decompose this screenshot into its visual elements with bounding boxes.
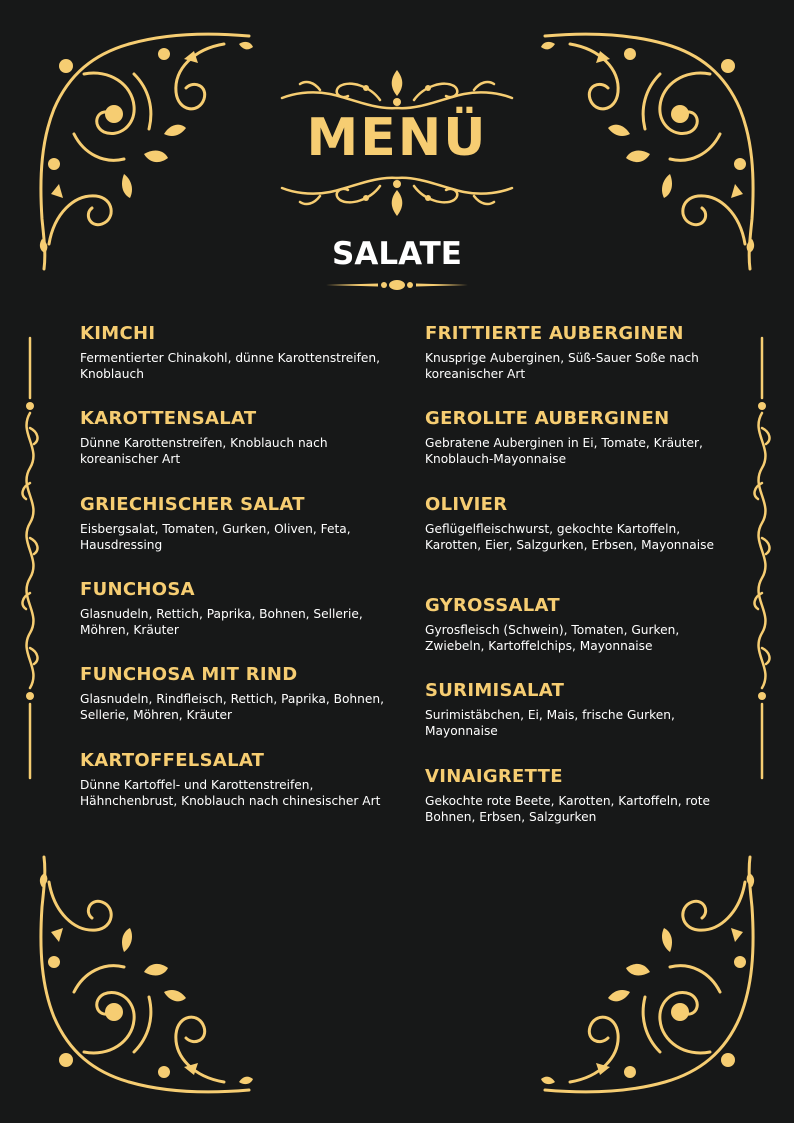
section-divider bbox=[326, 278, 468, 292]
menu-item-name: GRIECHISCHER SALAT bbox=[80, 494, 305, 515]
menu-item-description: Dünne Kartoffel- und Karottenstreifen, Hähnchenbrust, Knoblauch nach chinesischer Art bbox=[80, 778, 381, 808]
menu-item bbox=[425, 407, 735, 467]
menu-item-description: Gyrosfleisch (Schwein), Tomaten, Gurken, Zwiebeln, Kartoffelchips, Mayonnaise bbox=[425, 623, 680, 653]
menu-item-description: Knusprige Auberginen, Süß-Sauer Soße nach koreanischer Art bbox=[425, 351, 699, 381]
menu-item bbox=[80, 749, 390, 809]
menu-item-description: Gekochte rote Beete, Karotten, Kartoffeln, rote Bohnen, Erbsen, Salzgurken bbox=[425, 794, 711, 824]
menu-item bbox=[425, 322, 735, 382]
title-flourish-bottom bbox=[280, 172, 514, 218]
menu-item-description: Eisbergsalat, Tomaten, Gurken, Oliven, Feta, Hausdressing bbox=[80, 522, 351, 552]
menu-item-description: Gebratene Auberginen in Ei, Tomate, Kräuter, Knoblauch-Mayonnaise bbox=[425, 436, 703, 466]
menu-item-name: FRITTIERTE AUBERGINEN bbox=[425, 323, 684, 344]
menu-item bbox=[425, 679, 735, 739]
menu-item-name: VINAIGRETTE bbox=[425, 766, 563, 787]
menu-item-name: FUNCHOSA bbox=[80, 579, 195, 600]
menu-item-description: Geflügelfleischwurst, gekochte Kartoffeln, Karotten, Eier, Salzgurken, Erbsen, Mayonnaise bbox=[425, 522, 714, 552]
menu-item-description: Fermentierter Chinakohl, dünne Karottenstreifen, Knoblauch bbox=[80, 351, 380, 381]
menu-item-name: KIMCHI bbox=[80, 323, 156, 344]
menu-title: MENÜ bbox=[306, 108, 488, 168]
menu-item bbox=[425, 765, 735, 825]
side-ornament-left bbox=[20, 338, 40, 778]
side-ornament-right bbox=[752, 338, 772, 778]
menu-item bbox=[80, 663, 390, 723]
menu-item bbox=[80, 493, 390, 553]
menu-item bbox=[80, 322, 390, 382]
menu-item bbox=[80, 578, 390, 638]
menu-item-name: SURIMISALAT bbox=[425, 680, 565, 701]
section-title: SALATE bbox=[332, 236, 462, 272]
menu-item-description: Dünne Karottenstreifen, Knoblauch nach koreanischer Art bbox=[80, 436, 328, 466]
menu-item-name: GYROSSALAT bbox=[425, 595, 560, 616]
menu-item-description: Glasnudeln, Rettich, Paprika, Bohnen, Sellerie, Möhren, Kräuter bbox=[80, 607, 363, 637]
menu-item bbox=[80, 407, 390, 467]
corner-ornament-bottom-left bbox=[14, 852, 264, 1112]
menu-item bbox=[425, 594, 735, 654]
menu-item-description: Surimistäbchen, Ei, Mais, frische Gurken, Mayonnaise bbox=[425, 708, 675, 738]
menu-item-description: Glasnudeln, Rindfleisch, Rettich, Paprika, Bohnen, Sellerie, Möhren, Kräuter bbox=[80, 692, 384, 722]
menu-item-name: KARTOFFELSALAT bbox=[80, 750, 265, 771]
menu-item-name: OLIVIER bbox=[425, 494, 508, 515]
corner-ornament-bottom-right bbox=[530, 852, 780, 1112]
menu-item bbox=[425, 493, 735, 553]
menu-item-name: KAROTTENSALAT bbox=[80, 408, 257, 429]
menu-item-name: FUNCHOSA MIT RIND bbox=[80, 664, 298, 685]
menu-item-name: GEROLLTE AUBERGINEN bbox=[425, 408, 670, 429]
